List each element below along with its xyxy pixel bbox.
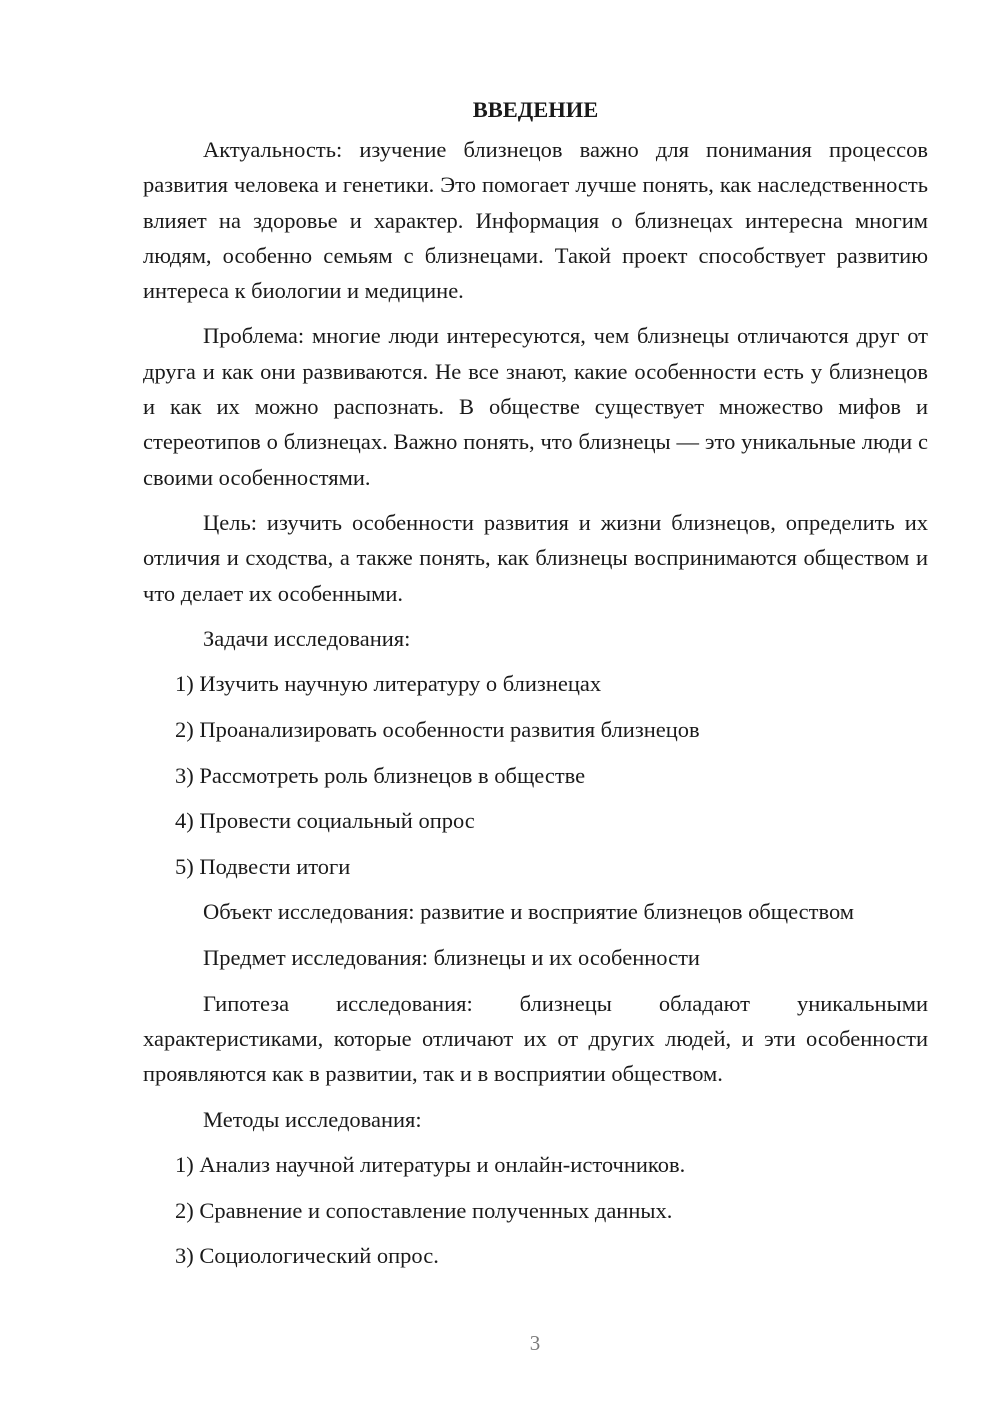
tasks-list-item: 2) Проанализировать особенности развития близнецов [175, 717, 700, 743]
subject-line: Предмет исследования: близнецы и их особенности [203, 945, 700, 971]
methods-heading: Методы исследования: [203, 1106, 422, 1132]
page-title: ВВЕДЕНИЕ [472, 97, 599, 122]
tasks-list-item: 4) Провести социальный опрос [175, 808, 475, 834]
hypothesis-paragraph: Гипотеза исследования: близнецы обладают уникальными характеристиками, которые отличают их от других людей, и эти особенности проявляются как в развитии, так и в восприятии обществом. [143, 990, 928, 1087]
relevance-paragraph: Актуальность: изучение близнецов важно для понимания процессов развития человека и генетики. Это помогает лучше понять, как наследственность влияет на здоровье и характер. Информация о близнецах интересна многим людям, особенно семьям с близнецами. Такой проект способствует развитию интереса к биологии и медицине. [143, 137, 928, 304]
goal-paragraph: Цель: изучить особенности развития и жизни близнецов, определить их отличия и сходства, а также понять, как близнецы воспринимаются обществом и что делает их особенными. [143, 509, 928, 606]
methods-list-item: 1) Анализ научной литературы и онлайн-источников. [175, 1152, 686, 1178]
object-line: Объект исследования: развитие и восприятие близнецов обществом [203, 899, 855, 925]
tasks-list-item: 5) Подвести итоги [175, 853, 351, 879]
page-content [143, 92, 928, 1284]
methods-list-item: 3) Социологический опрос. [175, 1243, 439, 1269]
page-number: 3 [529, 1331, 541, 1355]
problem-paragraph: Проблема: многие люди интересуются, чем близнецы отличаются друг от друга и как они развиваются. Не все знают, какие особенности есть у близнецов и как их можно распознать. В обществе существует множество мифов и стереотипов о близнецах. Важно понять, что близнецы — это уникальные люди с своими особенностями. [143, 323, 928, 490]
tasks-list-item: 3) Рассмотреть роль близнецов в обществе [175, 762, 586, 788]
tasks-list-item: 1) Изучить научную литературу о близнецах [175, 671, 602, 697]
tasks-heading: Задачи исследования: [203, 625, 411, 651]
methods-list-item: 2) Сравнение и сопоставление полученных данных. [175, 1197, 673, 1223]
